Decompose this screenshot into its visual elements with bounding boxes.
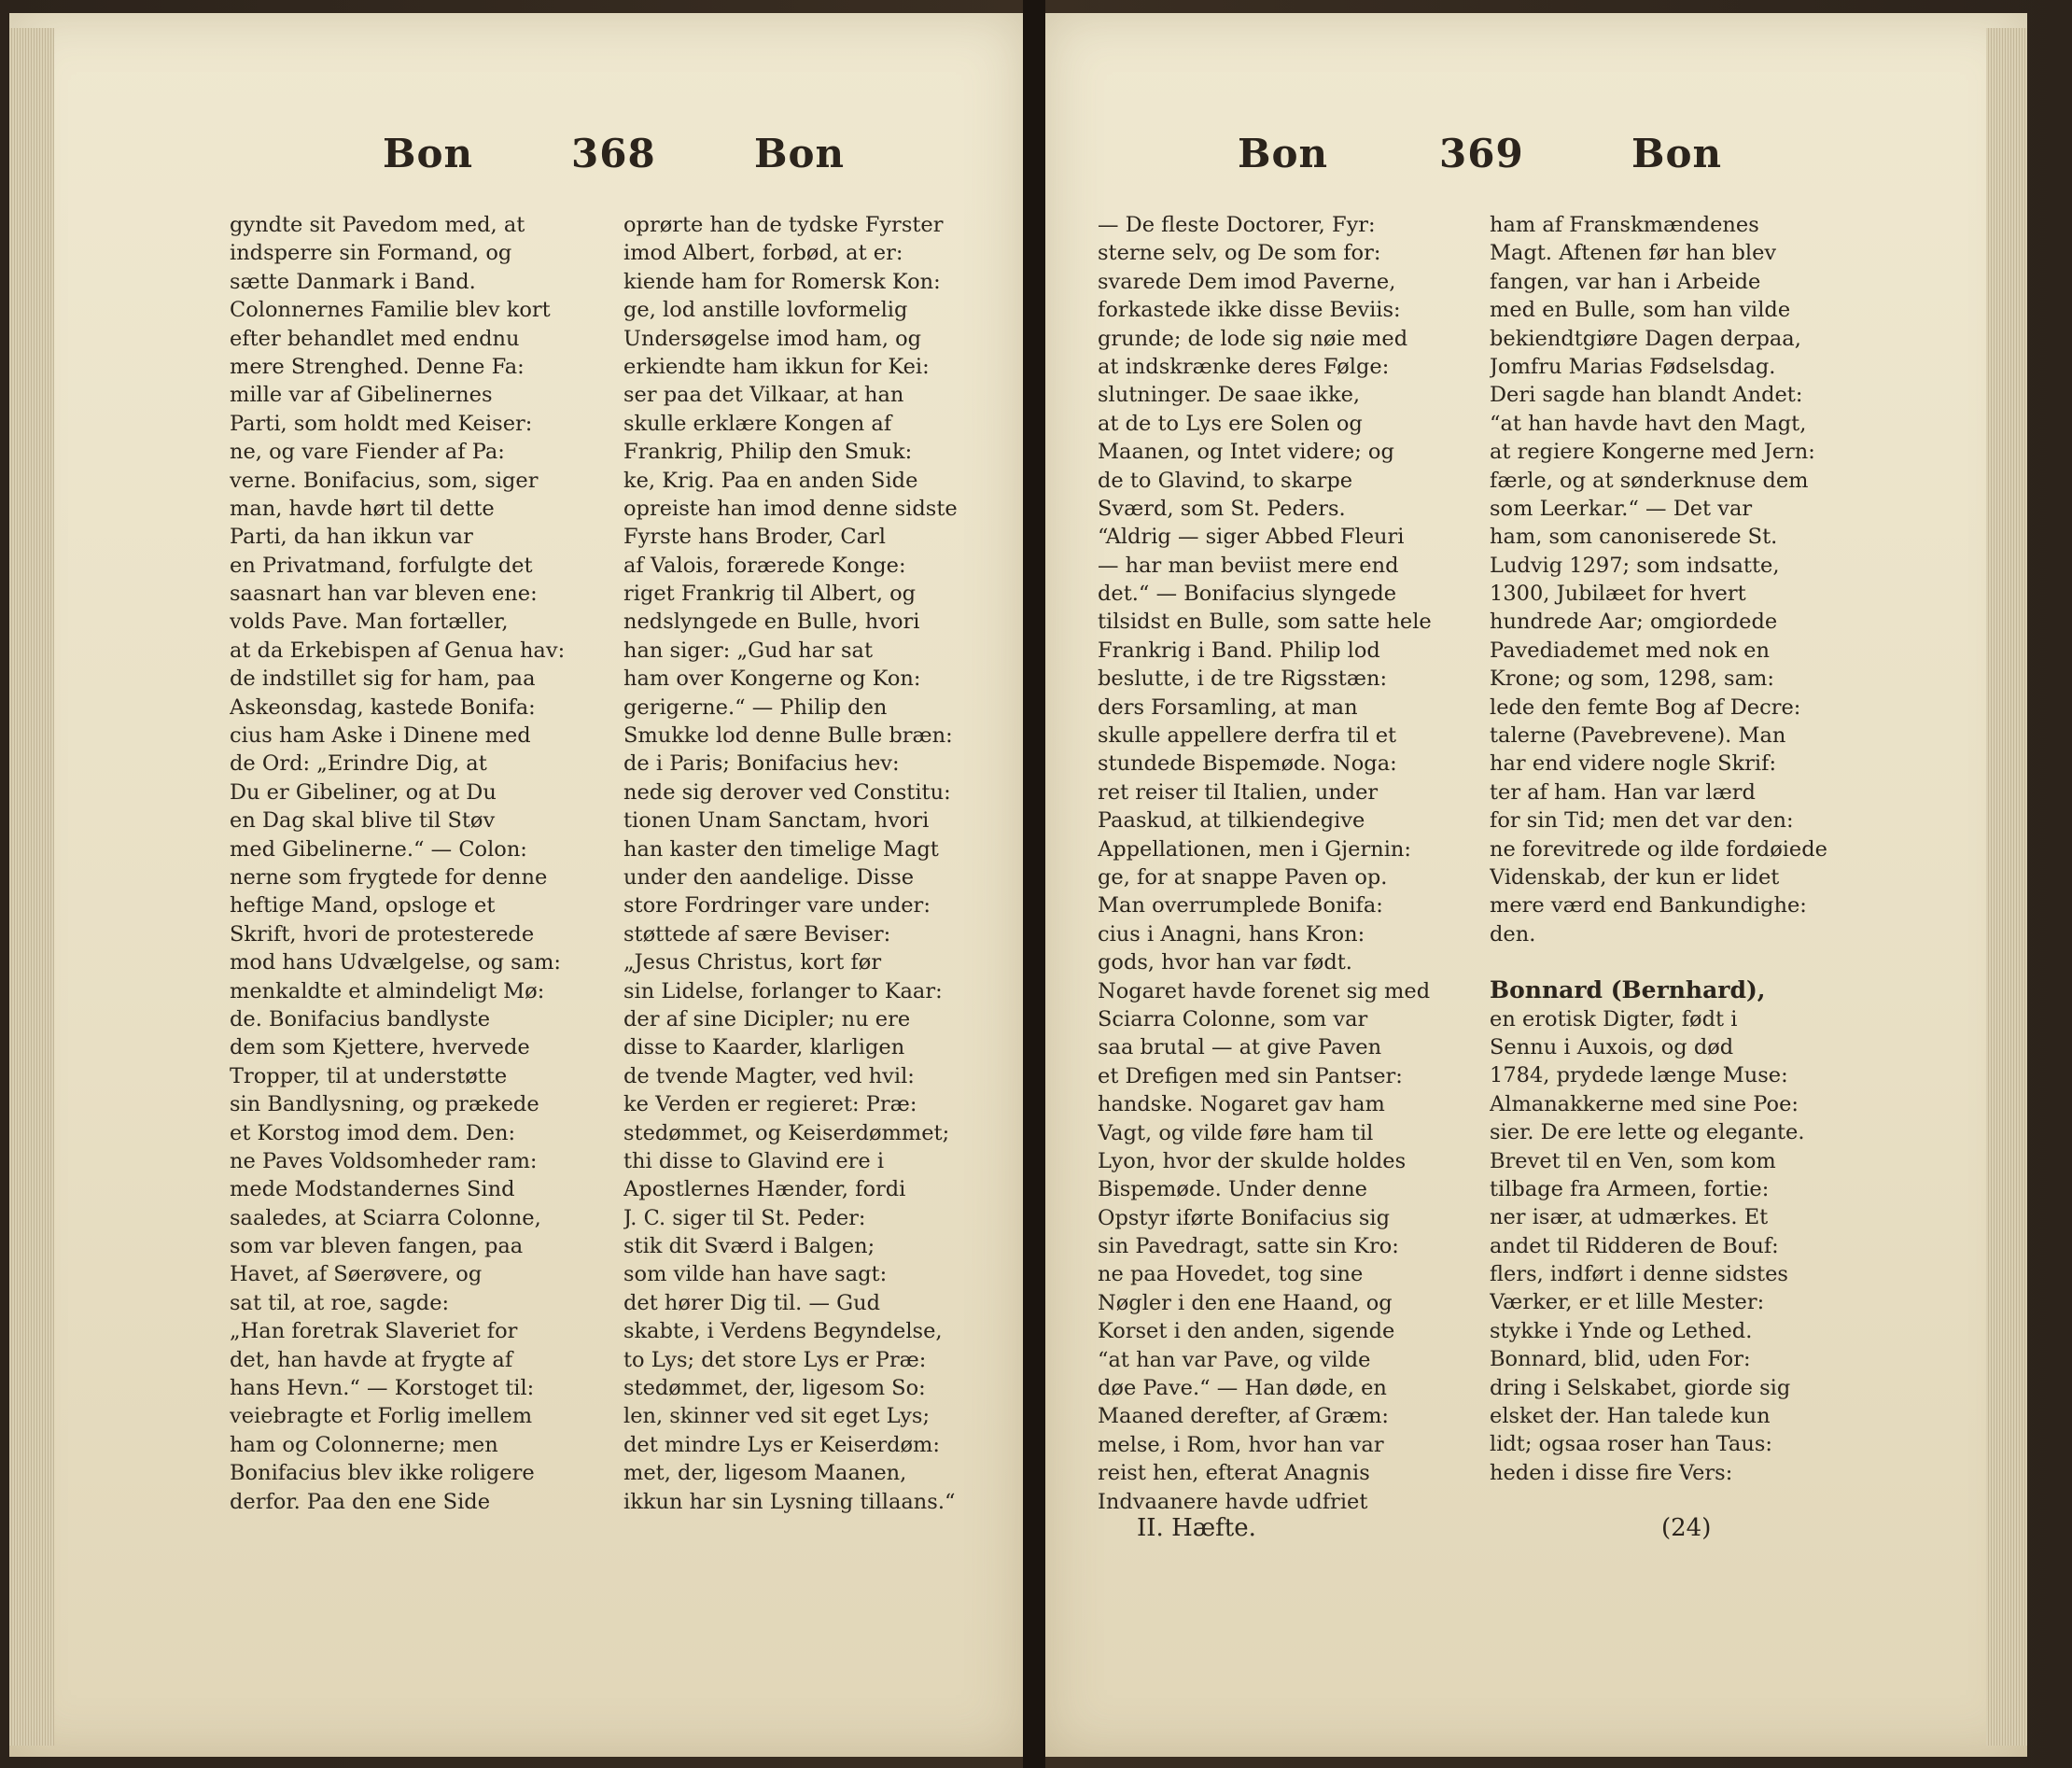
text-line: ge, lod anstille lovformelig xyxy=(623,298,908,323)
text-line: nede sig derover ved Constitu: xyxy=(623,779,951,805)
text-line: Korset i den anden, sigende xyxy=(1098,1319,1395,1344)
text-line: tilbage fra Armeen, fortie: xyxy=(1490,1176,1770,1201)
text-line: gods, hvor han var født. xyxy=(1098,950,1352,975)
text-line: ham over Kongerne og Kon: xyxy=(623,667,921,692)
text-line: at indskrænke deres Følge: xyxy=(1098,354,1390,379)
text-line: Ludvig 1297; som indsatte, xyxy=(1490,553,1780,578)
text-line: Paaskud, at tilkiendegive xyxy=(1098,808,1365,834)
text-line: saa brutal — at give Paven xyxy=(1098,1035,1382,1060)
text-line: de indstillet sig for ham, paa xyxy=(230,667,536,692)
text-line: volds Pave. Man fortæller, xyxy=(230,610,509,635)
text-line: Sværd, som St. Peders. xyxy=(1098,496,1346,521)
text-line: sterne selv, og De som for: xyxy=(1098,241,1381,266)
text-line: stedømmet, der, ligesom So: xyxy=(623,1376,926,1401)
text-line: et Korstog imod dem. Den: xyxy=(230,1120,516,1145)
text-line: saaledes, at Sciarra Colonne, xyxy=(230,1205,541,1230)
column-text-part-1 xyxy=(1490,211,1861,948)
text-line: Vagt, og vilde føre ham til xyxy=(1098,1120,1374,1145)
left-page-column-1 xyxy=(230,211,603,1516)
text-line: efter behandlet med endnu xyxy=(230,326,520,351)
text-line: Værker, er et lille Mester: xyxy=(1490,1290,1765,1315)
text-line: som vilde han have sagt: xyxy=(623,1262,888,1287)
text-line: ham af Franskmændenes xyxy=(1490,213,1759,237)
signature-mark: II. Hæfte. xyxy=(1137,1514,1256,1542)
text-line: det hører Dig til. — Gud xyxy=(623,1290,880,1315)
text-line: sin Bandlysning, og prækede xyxy=(230,1092,539,1117)
text-line: Deri sagde han blandt Andet: xyxy=(1490,383,1803,408)
text-line: store Fordringer vare under: xyxy=(623,893,931,919)
text-line: Krone; og som, 1298, sam: xyxy=(1490,667,1774,692)
text-line: en erotisk Digter, født i xyxy=(1490,1006,1738,1031)
text-line: med Gibelinerne.“ — Colon: xyxy=(230,836,527,862)
text-line: Almanakkerne med sine Poe: xyxy=(1490,1091,1799,1116)
text-line: Jomfru Marias Fødselsdag. xyxy=(1490,354,1776,379)
text-line: Frankrig, Philip den Smuk: xyxy=(623,440,913,465)
text-line: Parti, som holdt med Keiser: xyxy=(230,411,533,436)
text-line: melse, i Rom, hvor han var xyxy=(1098,1432,1384,1457)
text-line: veiebragte et Forlig imellem xyxy=(230,1404,533,1429)
text-line: heftige Mand, opsloge et xyxy=(230,893,496,919)
text-line: Opstyr iførte Bonifacius sig xyxy=(1098,1205,1391,1230)
text-line: Sciarra Colonne, som var xyxy=(1098,1006,1368,1031)
text-line: Appellationen, men i Gjernin: xyxy=(1098,836,1411,862)
book-gutter xyxy=(1023,0,1045,1768)
text-line: man, havde hørt til dette xyxy=(230,496,495,521)
sheet-number: (24) xyxy=(1661,1514,1712,1542)
right-page-column-2 xyxy=(1490,211,1861,1487)
text-line: ders Forsamling, at man xyxy=(1098,695,1358,720)
text-line: ser paa det Vilkaar, at han xyxy=(623,383,904,408)
text-line: hans Hevn.“ — Korstoget til: xyxy=(230,1376,535,1401)
text-line: 1300, Jubilæet for hvert xyxy=(1490,582,1746,607)
text-line: gerigerne.“ — Philip den xyxy=(623,695,888,720)
right-page-number: 369 xyxy=(1439,131,1524,176)
text-line: handske. Nogaret gav ham xyxy=(1098,1092,1385,1117)
text-line: cius i Anagni, hans Kron: xyxy=(1098,921,1365,947)
text-line: beslutte, i de tre Rigsstæn: xyxy=(1098,667,1388,692)
text-line: verne. Bonifacius, som, siger xyxy=(230,468,539,493)
text-line: et Drefigen med sin Pantser: xyxy=(1098,1063,1403,1088)
text-line: hundrede Aar; omgiordede xyxy=(1490,610,1778,635)
text-line: tilsidst en Bulle, som satte hele xyxy=(1098,610,1432,635)
text-line: derfor. Paa den ene Side xyxy=(230,1489,491,1514)
text-line: det.“ — Bonifacius slyngede xyxy=(1098,582,1397,607)
text-line: skabte, i Verdens Begyndelse, xyxy=(623,1319,943,1344)
text-line: Brevet til en Ven, som kom xyxy=(1490,1148,1776,1173)
text-line: Pavediademet med nok en xyxy=(1490,638,1770,663)
text-line: — De fleste Doctorer, Fyr: xyxy=(1098,213,1376,237)
text-line: de to Glavind, to skarpe xyxy=(1098,468,1353,493)
text-line: Bonnard, blid, uden For: xyxy=(1490,1347,1751,1372)
text-line: mere værd end Bankundighe: xyxy=(1490,893,1807,919)
left-page-column-2 xyxy=(623,211,989,1516)
text-line: han kaster den timelige Magt xyxy=(623,836,939,862)
text-line: støttede af sære Beviser: xyxy=(623,921,891,947)
text-line: at regiere Kongerne med Jern: xyxy=(1490,440,1815,465)
text-line: Askeonsdag, kastede Bonifa: xyxy=(230,695,536,720)
text-line: ham og Colonnerne; men xyxy=(230,1432,498,1457)
text-line: mede Modstandernes Sind xyxy=(230,1177,515,1202)
text-line: den. xyxy=(1490,921,1536,947)
text-line: skulle appellere derfra til et xyxy=(1098,723,1397,749)
text-line: ke, Krig. Paa en anden Side xyxy=(623,468,918,493)
left-header-guideword-left: Bon xyxy=(383,131,474,176)
text-line: de tvende Magter, ved hvil: xyxy=(623,1063,915,1088)
text-line: ge, for at snappe Paven op. xyxy=(1098,864,1388,890)
text-line: ne forevitrede og ilde fordøiede xyxy=(1490,836,1827,862)
text-line: at da Erkebispen af Genua hav: xyxy=(230,638,566,663)
text-line: lidt; ogsaa roser han Taus: xyxy=(1490,1432,1772,1457)
text-line: kiende ham for Romersk Kon: xyxy=(623,269,941,294)
text-line: imod Albert, forbød, at er: xyxy=(623,241,903,266)
text-line: ret reiser til Italien, under xyxy=(1098,779,1379,805)
text-line: han siger: „Gud har sat xyxy=(623,638,873,663)
text-line: Nøgler i den ene Haand, og xyxy=(1098,1290,1393,1315)
text-line: det, han havde at frygte af xyxy=(230,1347,513,1372)
text-line: stedømmet, og Keiserdømmet; xyxy=(623,1120,950,1145)
text-line: Du er Gibeliner, og at Du xyxy=(230,779,497,805)
text-line: en Dag skal blive til Støv xyxy=(230,808,496,834)
text-line: stykke i Ynde og Lethed. xyxy=(1490,1318,1753,1343)
text-line: to Lys; det store Lys er Præ: xyxy=(623,1347,927,1372)
text-line: met, der, ligesom Maanen, xyxy=(623,1461,907,1486)
text-line: menkaldte et almindeligt Mø: xyxy=(230,978,545,1003)
right-header-guideword-right: Bon xyxy=(1631,131,1723,176)
text-line: “at han havde havt den Magt, xyxy=(1490,411,1807,436)
text-line: de Ord: „Erindre Dig, at xyxy=(230,751,487,777)
text-line: Parti, da han ikkun var xyxy=(230,525,473,550)
text-line: stik dit Sværd i Balgen; xyxy=(623,1234,875,1259)
text-line: erkiendte ham ikkun for Kei: xyxy=(623,354,930,379)
text-line: det mindre Lys er Keiserdøm: xyxy=(623,1432,940,1457)
text-line: ne paa Hovedet, tog sine xyxy=(1098,1262,1364,1287)
text-line: saasnart han var bleven ene: xyxy=(230,582,538,607)
text-line: 1784, prydede længe Muse: xyxy=(1490,1063,1788,1088)
text-line: Frankrig i Band. Philip lod xyxy=(1098,638,1380,663)
text-line: som Leerkar.“ — Det var xyxy=(1490,496,1753,521)
text-line: opreiste han imod denne sidste xyxy=(623,496,958,521)
text-line: de. Bonifacius bandlyste xyxy=(230,1006,491,1031)
text-line: af Valois, forærede Konge: xyxy=(623,553,906,578)
text-line: dem som Kjettere, hvervede xyxy=(230,1035,530,1060)
text-line: ter af ham. Han var lærd xyxy=(1490,779,1756,805)
text-line: med en Bulle, som han vilde xyxy=(1490,298,1791,323)
text-line: “Aldrig — siger Abbed Fleuri xyxy=(1098,525,1405,550)
text-line: „Jesus Christus, kort før xyxy=(623,950,882,975)
text-line: de i Paris; Bonifacius hev: xyxy=(623,751,900,777)
text-line: færle, og at sønderknuse dem xyxy=(1490,468,1809,493)
text-line: sier. De ere lette og elegante. xyxy=(1490,1120,1805,1145)
text-line: under den aandelige. Disse xyxy=(623,864,915,890)
text-line: Smukke lod denne Bulle bræn: xyxy=(623,723,953,749)
text-line: „Han foretrak Slaveriet for xyxy=(230,1319,518,1344)
text-line: Videnskab, der kun er lidet xyxy=(1490,864,1780,890)
text-line: har end videre nogle Skrif: xyxy=(1490,751,1777,777)
text-line: J. C. siger til St. Peder: xyxy=(623,1205,866,1230)
text-line: heden i disse fire Vers: xyxy=(1490,1460,1733,1485)
text-line: skulle erklære Kongen af xyxy=(623,411,892,436)
text-line: grunde; de lode sig nøie med xyxy=(1098,326,1408,351)
text-line: at de to Lys ere Solen og xyxy=(1098,411,1363,436)
left-header-guideword-right: Bon xyxy=(754,131,846,176)
text-line: Colonnernes Familie blev kort xyxy=(230,298,551,323)
text-line: Magt. Aftenen før han blev xyxy=(1490,241,1777,266)
text-line: der af sine Dicipler; nu ere xyxy=(623,1006,911,1031)
text-line: døe Pave.“ — Han døde, en xyxy=(1098,1376,1387,1401)
text-line: lede den femte Bog af Decre: xyxy=(1490,695,1801,720)
text-line: talerne (Pavebrevene). Man xyxy=(1490,723,1786,749)
text-line: sin Pavedragt, satte sin Kro: xyxy=(1098,1234,1399,1259)
text-line: ham, som canoniserede St. xyxy=(1490,525,1778,550)
text-line: slutninger. De saae ikke, xyxy=(1098,383,1361,408)
text-line: flers, indført i denne sidstes xyxy=(1490,1262,1788,1287)
text-line: ne Paves Voldsomheder ram: xyxy=(230,1148,538,1173)
text-line: Maaned derefter, af Græm: xyxy=(1098,1404,1389,1429)
text-line: Fyrste hans Broder, Carl xyxy=(623,525,886,550)
right-header-guideword-left: Bon xyxy=(1238,131,1329,176)
text-line: for sin Tid; men det var den: xyxy=(1490,808,1794,834)
text-line: nedslyngede en Bulle, hvori xyxy=(623,610,920,635)
text-line: Maanen, og Intet videre; og xyxy=(1098,440,1394,465)
text-line: Bonifacius blev ikke roligere xyxy=(230,1461,535,1486)
text-line: en Privatmand, forfulgte det xyxy=(230,553,533,578)
text-line: elsket der. Han talede kun xyxy=(1490,1404,1771,1429)
text-line: ke Verden er regieret: Præ: xyxy=(623,1092,917,1117)
text-line: indsperre sin Formand, og xyxy=(230,241,512,266)
text-line: mille var af Gibelinernes xyxy=(230,383,493,408)
text-line: ner især, at udmærkes. Et xyxy=(1490,1205,1769,1230)
text-line: Sennu i Auxois, og død xyxy=(1490,1034,1734,1059)
text-line: thi disse to Glavind ere i xyxy=(623,1148,885,1173)
text-line: ne, og vare Fiender af Pa: xyxy=(230,440,505,465)
text-line: mod hans Udvælgelse, og sam: xyxy=(230,950,562,975)
text-line: sætte Danmark i Band. xyxy=(230,269,476,294)
text-line: cius ham Aske i Dinene med xyxy=(230,723,531,749)
text-line: riget Frankrig til Albert, og xyxy=(623,582,917,607)
text-line: Nogaret havde forenet sig med xyxy=(1098,978,1431,1003)
text-line: len, skinner ved sit eget Lys; xyxy=(623,1404,931,1429)
text-line: svarede Dem imod Paverne, xyxy=(1098,269,1396,294)
text-line: Man overrumplede Bonifa: xyxy=(1098,893,1383,919)
right-page-column-1 xyxy=(1098,211,1465,1516)
text-line: forkastede ikke disse Beviis: xyxy=(1098,298,1401,323)
text-line: tionen Unam Sanctam, hvori xyxy=(623,808,930,834)
column-text-part-2 xyxy=(1490,1005,1861,1488)
text-line: gyndte sit Pavedom med, at xyxy=(230,213,525,237)
text-line: sat til, at roe, sagde: xyxy=(230,1290,450,1315)
text-line: som var bleven fangen, paa xyxy=(230,1234,524,1259)
text-line: Skrift, hvori de protesterede xyxy=(230,921,535,947)
text-line: reist hen, efterat Anagnis xyxy=(1098,1461,1370,1486)
text-line: stundede Bispemøde. Noga: xyxy=(1098,751,1397,777)
text-line: dring i Selskabet, giorde sig xyxy=(1490,1375,1791,1400)
entry-heading-bonnard: Bonnard (Bernhard), xyxy=(1490,976,1766,1004)
text-line: nerne som frygtede for denne xyxy=(230,864,548,890)
text-line: disse to Kaarder, klarligen xyxy=(623,1035,905,1060)
text-line: sin Lidelse, forlanger to Kaar: xyxy=(623,978,943,1003)
text-line: — har man beviist mere end xyxy=(1098,553,1399,578)
left-page-edges xyxy=(9,28,54,1746)
text-line: Bispemøde. Under denne xyxy=(1098,1177,1367,1202)
left-page-number: 368 xyxy=(571,131,656,176)
right-page-edges xyxy=(1986,28,2027,1746)
text-line: mere Strenghed. Denne Fa: xyxy=(230,354,525,379)
text-line: Indvaanere havde udfriet xyxy=(1098,1489,1368,1514)
text-line: Havet, af Søerøvere, og xyxy=(230,1262,483,1287)
text-line: Lyon, hvor der skulde holdes xyxy=(1098,1148,1407,1173)
text-line: fangen, var han i Arbeide xyxy=(1490,269,1761,294)
text-line: andet til Ridderen de Bouf: xyxy=(1490,1233,1779,1258)
text-line: “at han var Pave, og vilde xyxy=(1098,1347,1371,1372)
text-line: oprørte han de tydske Fyrster xyxy=(623,213,944,237)
text-line: ikkun har sin Lysning tillaans.“ xyxy=(623,1489,956,1514)
text-line: Undersøgelse imod ham, og xyxy=(623,326,922,351)
text-line: Tropper, til at understøtte xyxy=(230,1063,508,1088)
text-line: Apostlernes Hænder, fordi xyxy=(623,1177,906,1202)
text-line: bekiendtgiøre Dagen derpaa, xyxy=(1490,326,1801,351)
